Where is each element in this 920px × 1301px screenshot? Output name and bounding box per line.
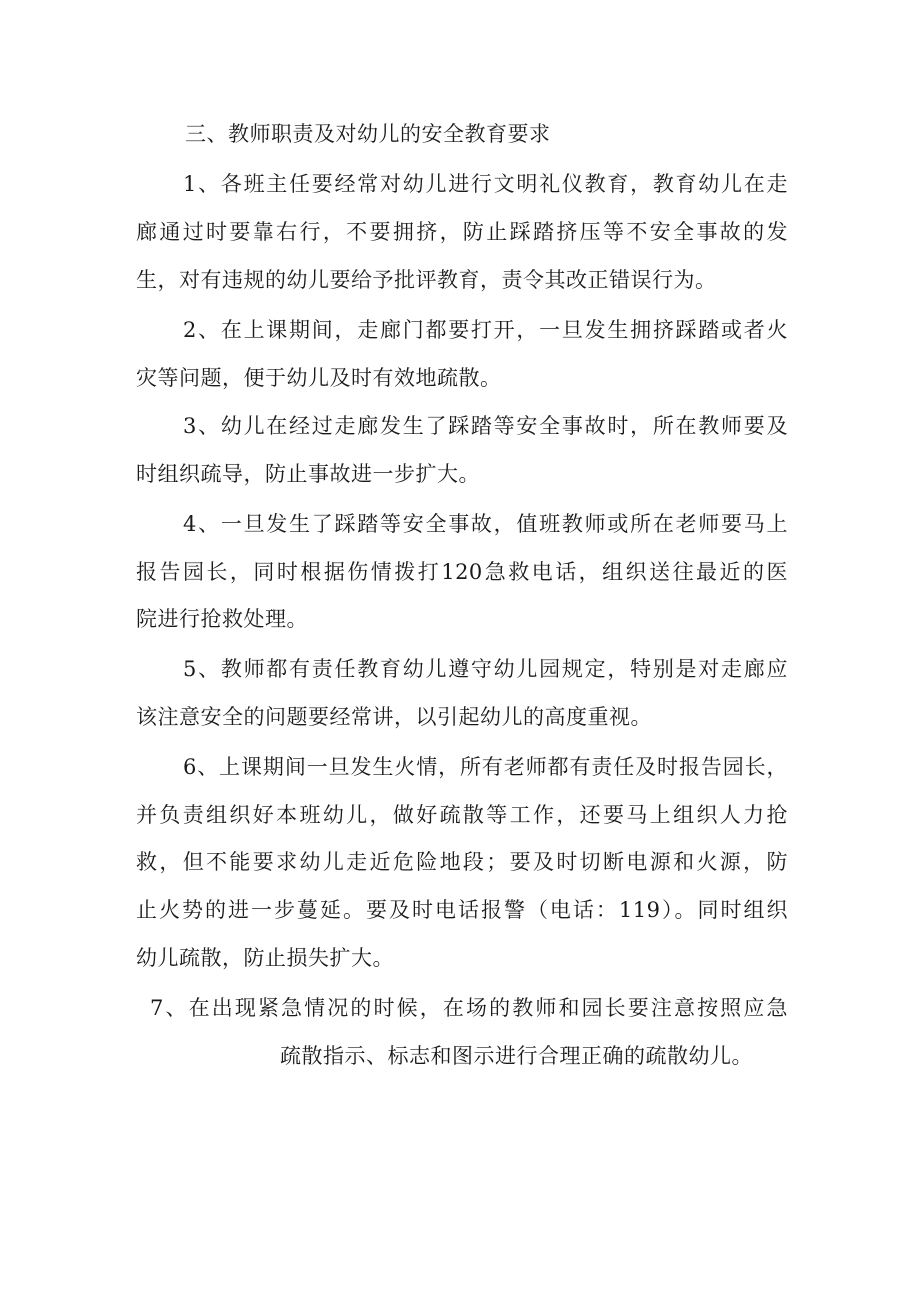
paragraph-6-line-4: 止火势的进一步蔓延。要及时电话报警（电话：119）。同时组织 <box>136 898 788 922</box>
paragraph-7-line-1: 7、在出现紧急情况的时候，在场的教师和园长要注意按照应急 <box>150 996 788 1020</box>
paragraph-1-line-3: 生，对有违规的幼儿要给予批评教育，责令其改正错误行为。 <box>136 268 717 292</box>
paragraph-4-line-2: 报告园长，同时根据伤情拨打120急救电话，组织送往最近的医 <box>136 560 788 584</box>
paragraph-1-line-2: 廊通过时要靠右行，不要拥挤，防止踩踏挤压等不安全事故的发 <box>136 220 788 244</box>
paragraph-4-line-1: 4、一旦发生了踩踏等安全事故，值班教师或所在老师要马上 <box>183 512 788 536</box>
paragraph-4-line-3: 院进行抢救处理。 <box>136 607 308 631</box>
paragraph-2-line-2: 灾等问题，便于幼儿及时有效地疏散。 <box>136 366 502 390</box>
paragraph-6-line-1: 6、上课期间一旦发生火情，所有老师都有责任及时报告园长， <box>183 755 788 779</box>
paragraph-6-line-3: 救，但不能要求幼儿走近危险地段；要及时切断电源和火源，防 <box>136 850 788 874</box>
paragraph-7-line-2: 疏散指示、标志和图示进行合理正确的疏散幼儿。 <box>280 1044 753 1068</box>
paragraph-6-line-2: 并负责组织好本班幼儿，做好疏散等工作，还要马上组织人力抢 <box>136 803 788 827</box>
paragraph-3-line-2: 时组织疏导，防止事故进一步扩大。 <box>136 462 480 486</box>
paragraph-2-line-1: 2、在上课期间，走廊门都要打开，一旦发生拥挤踩踏或者火 <box>183 318 788 342</box>
section-heading: 三、教师职责及对幼儿的安全教育要求 <box>185 122 551 146</box>
paragraph-1-line-1: 1、各班主任要经常对幼儿进行文明礼仪教育，教育幼儿在走 <box>183 172 788 196</box>
paragraph-5-line-1: 5、教师都有责任教育幼儿遵守幼儿园规定，特别是对走廊应 <box>183 657 788 681</box>
paragraph-5-line-2: 该注意安全的问题要经常讲，以引起幼儿的高度重视。 <box>136 705 652 729</box>
paragraph-3-line-1: 3、幼儿在经过走廊发生了踩踏等安全事故时，所在教师要及 <box>183 414 788 438</box>
paragraph-6-line-5: 幼儿疏散，防止损失扩大。 <box>136 946 394 970</box>
